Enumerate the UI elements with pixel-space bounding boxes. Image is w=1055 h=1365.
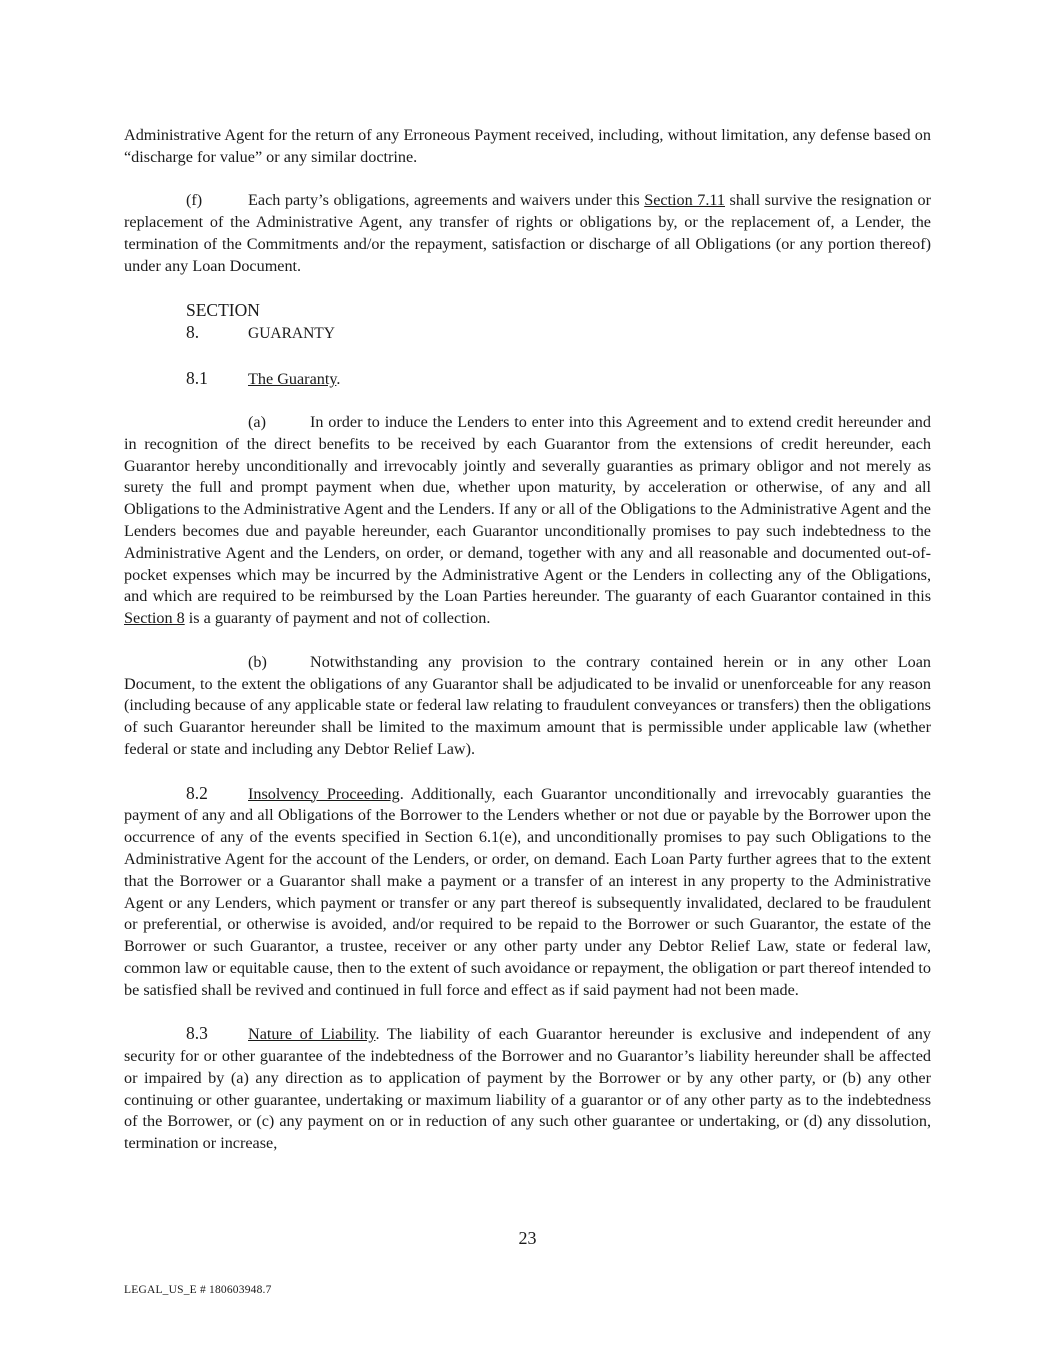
section-label: SECTION 8. bbox=[186, 300, 260, 343]
subsection-title: Nature of Liability bbox=[248, 1025, 376, 1044]
clause-label: (a) bbox=[248, 412, 266, 431]
paragraph-8-1-b bbox=[124, 652, 931, 761]
title-punctuation: . bbox=[336, 370, 341, 389]
subsection-title: The Guaranty bbox=[248, 370, 337, 389]
section-reference-link[interactable]: Section 7.11 bbox=[644, 191, 725, 210]
clause-label: (b) bbox=[248, 652, 267, 671]
paragraph-text: Each party’s obligations, agreements and waivers under this bbox=[248, 191, 645, 210]
subsection-title: Insolvency Proceeding bbox=[248, 784, 400, 803]
clause-label: (f) bbox=[186, 191, 203, 210]
paragraph-text: Administrative Agent for the return of any Erroneous Payment received, including, without limitation, any defense based on “discharge for value” or any similar doctrine. bbox=[124, 126, 931, 166]
section-8-heading bbox=[186, 299, 931, 345]
subsection-8-1-heading bbox=[186, 367, 931, 390]
paragraph-text: In order to induce the Lenders to enter into this Agreement and to extend credit hereunder and in recognition of the direct benefits to be received by each Guarantor from the extensions of credit hereunder, each Guarantor hereby unconditionally and irrevocably jointly and severally guaranties as primary obligor and not merely as surety the full and prompt payment when due, whether upon maturity, by acceleration or otherwise, of any and all Obligations to the Administrative Agent and the Lenders. If any or all of the Obligations to the Administrative Agent and the Lenders becomes due and payable hereunder, each Guarantor unconditionally promises to pay such indebtedness to the Administrative Agent and the Lenders, on order, or demand, together with any and all reasonable and documented out-of-pocket expenses which may be incurred by the Administrative Agent or the Lenders in collecting any of the Obligations, and which are required to be reimbursed by the Loan Parties hereunder. The guaranty of each Guarantor contained in this bbox=[124, 412, 931, 606]
document-page bbox=[124, 125, 931, 1155]
paragraph-text: Notwithstanding any provision to the contrary contained herein or in any other Loan Document, to the extent the obligations of any Guarantor shall be adjudicated to be invalid or unenforceable for any reason (including because of any applicable state or federal law relating to fraudulent conveyances or transfers) then the obligations of such Guarantor hereunder shall be limited to the maximum amount that is permissible under applicable law (whether federal or state and including any Debtor Relief Law). bbox=[124, 652, 931, 758]
section-title: GUARANTY bbox=[248, 325, 335, 343]
section-reference-link[interactable]: Section 8 bbox=[124, 609, 185, 628]
subsection-number: 8.2 bbox=[186, 782, 208, 803]
page-number: 23 bbox=[518, 1228, 537, 1248]
document-footer-id: LEGAL_US_E # 180603948.7 bbox=[124, 1284, 272, 1296]
paragraph-continuation bbox=[124, 125, 931, 169]
paragraph-text: is a guaranty of payment and not of collection. bbox=[184, 609, 491, 628]
paragraph-8-3 bbox=[124, 1023, 931, 1155]
paragraph-f bbox=[124, 190, 931, 277]
subsection-number: 8.1 bbox=[186, 368, 208, 389]
paragraph-8-2 bbox=[124, 783, 931, 1002]
paragraph-8-1-a bbox=[124, 412, 931, 630]
paragraph-text: . Additionally, each Guarantor unconditionally and irrevocably guaranties the payment of any and all Obligations of the Borrower to the Lenders whether or not due or payable by the Borrower upon the occurrence of any of the events specified in Section 6.1(e), and unconditionally promises to pay such Obligations to the Administrative Agent for the account of the Lenders, or order, on demand. Each Loan Party further agrees that to the extent that the Borrower or a Guarantor shall make a payment or a transfer of an interest in any property to the Administrative Agent or any Lenders, which payment or transfer or any part thereof is subsequently invalidated, declared to be fraudulent or preferential, or otherwise is avoided, and/or required to be repaid to the Borrower or such Guarantor, the estate of the Borrower or such Guarantor, a trustee, receiver or any other party under any Debtor Relief Law, state or federal law, common law or equitable cause, then to the extent of such avoidance or repayment, the obligation or part thereof intended to be satisfied shall be revived and continued in full force and effect as if said payment had not been made. bbox=[124, 784, 931, 999]
paragraph-text: shall survive the resignation or replacement of the Administrative Agent, any transfer of rights or obligations by, or the replacement of, a Lender, the termination of the Commitments and/or the repayment, satisfaction or discharge of all Obligations (or any portion thereof) under any Loan Document. bbox=[124, 191, 931, 275]
paragraph-text: . The liability of each Guarantor hereunder is exclusive and independent of any security for or other guarantee of the indebtedness of the Borrower and no Guarantor’s liability hereunder shall be affected or impaired by (a) any direction as to application of payment by the Borrower or by any other party, or (b) any other continuing or other guarantee, undertaking or maximum liability of a guarantor or of any other party as to the indebtedness of the Borrower, or (c) any payment on or in reduction of any such other guarantee or undertaking, or (d) any dissolution, termination or increase, bbox=[124, 1025, 931, 1153]
subsection-number: 8.3 bbox=[186, 1023, 208, 1044]
